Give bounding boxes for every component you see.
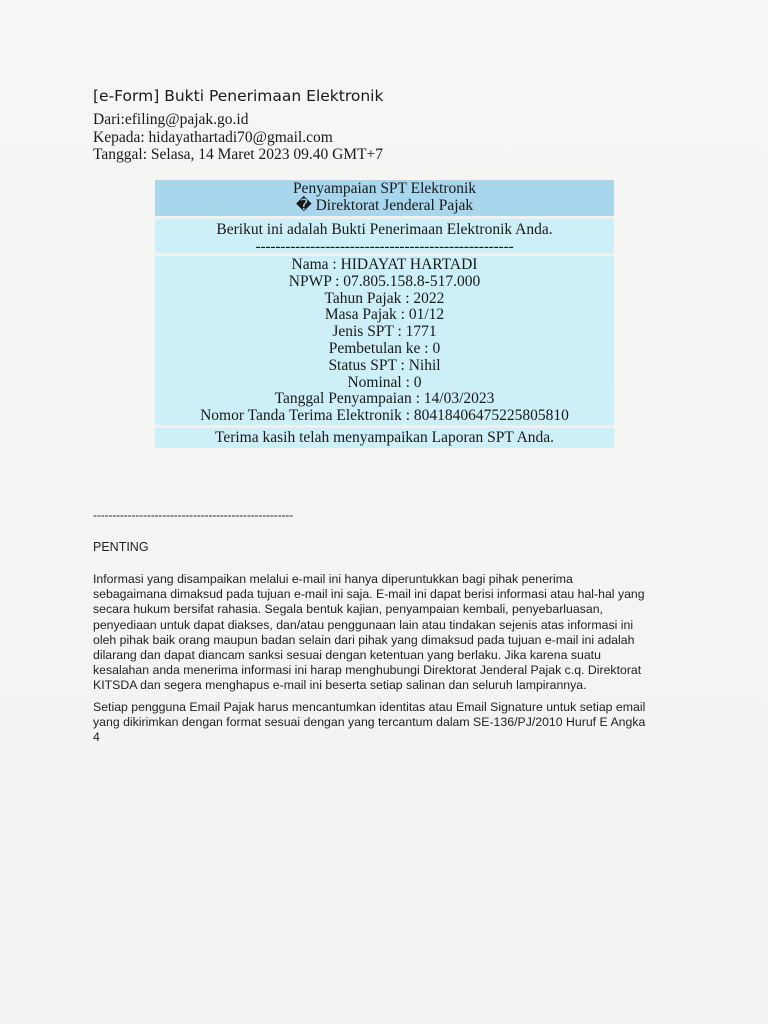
disclaimer-line: sebagaimana dimaksud pada tujuan e-mail ini saja. E-mail ini dapat berisi informasi atau hal-hal yang <box>93 587 645 602</box>
receipt-heading-line2: � Direktorat Jenderal Pajak <box>295 197 474 214</box>
receipt-field-nama: Nama : HIDAYAT HARTADI <box>291 256 478 273</box>
receipt-field-masa-pajak: Masa Pajak : 01/12 <box>324 306 445 324</box>
receipt-heading-line1: Penyampaian SPT Elektronik <box>292 180 477 197</box>
disclaimer-paragraph <box>93 572 683 694</box>
email-subject: [e-Form] Bukti Penerimaan Elektronik <box>93 87 384 105</box>
notice-line: yang dikirimkan dengan format sesuai dengan yang tercantum dalam SE-136/PJ/2010 Huruf E Angka <box>93 715 646 730</box>
receipt-field-npwp: NPWP : 07.805.158.8-517.000 <box>288 272 481 290</box>
receipt-field-tahun-pajak: Tahun Pajak : 2022 <box>324 289 445 307</box>
email-date: Tanggal: Selasa, 14 Maret 2023 09.40 GMT+7 <box>93 146 384 163</box>
receipt-field-jenis-spt: Jenis SPT : 1771 <box>332 323 437 341</box>
receipt-table <box>155 180 614 448</box>
email-to: Kepada: hidayathartadi70@gmail.com <box>93 128 333 146</box>
receipt-intro-dashes: ---------------------------------------------------- <box>255 238 514 255</box>
receipt-field-nomor-tanda-terima: Nomor Tanda Terima Elektronik : 80418406475225805810 <box>200 407 569 425</box>
notice-line: 4 <box>93 730 100 745</box>
disclaimer-line: Informasi yang disampaikan melalui e-mail ini hanya diperuntukkan bagi pihak penerima <box>93 572 573 586</box>
disclaimer-line: kesalahan anda menerima informasi ini harap menghubungi Direktorat Jenderal Pajak c.q. Direktorat <box>93 663 642 678</box>
disclaimer-line: oleh pihak baik orang maupun badan selain dari pihak yang dimaksud pada tujuan e-mail ini adalah <box>93 632 635 647</box>
receipt-closing: Terima kasih telah menyampaikan Laporan SPT Anda. <box>155 428 614 448</box>
disclaimer-line: secara hukum bersifat rahasia. Segala bentuk kajian, penyampaian kembali, penyebarluasan, <box>93 602 603 617</box>
receipt-field-tanggal-penyampaian: Tanggal Penyampaian : 14/03/2023 <box>274 390 495 408</box>
receipt-heading <box>155 180 614 216</box>
receipt-field-pembetulan: Pembetulan ke : 0 <box>328 339 441 357</box>
receipt-intro-text: Berikut ini adalah Bukti Penerimaan Elektronik Anda. <box>216 221 553 238</box>
receipt-fields <box>155 256 614 425</box>
receipt-field-status-spt: Status SPT : Nihil <box>328 356 441 374</box>
disclaimer-line: KITSDA dan segera menghapus e-mail ini beserta setiap salinan dan seluruh lampirannya. <box>93 678 587 693</box>
email-meta <box>93 111 383 164</box>
disclaimer-line: penyediaan untuk dapat diakses, dan/atau penggunaan lain atau tindakan sejenis atas informasi ini <box>93 617 634 632</box>
receipt-field-nominal: Nominal : 0 <box>347 373 422 391</box>
notice-line: Setiap pengguna Email Pajak harus mencantumkan identitas atau Email Signature untuk setiap email <box>93 700 646 714</box>
footer-divider: ---------------------------------------------------- <box>93 508 293 522</box>
email-from: Dari:efiling@pajak.go.id <box>93 111 249 128</box>
disclaimer-line: dilarang dan dapat diancam sanksi sesuai dengan ketentuan yang berlaku. Jika karena suatu <box>93 648 601 663</box>
footer-heading: PENTING <box>93 540 149 554</box>
receipt-intro <box>155 219 614 253</box>
signature-notice-paragraph <box>93 700 683 746</box>
